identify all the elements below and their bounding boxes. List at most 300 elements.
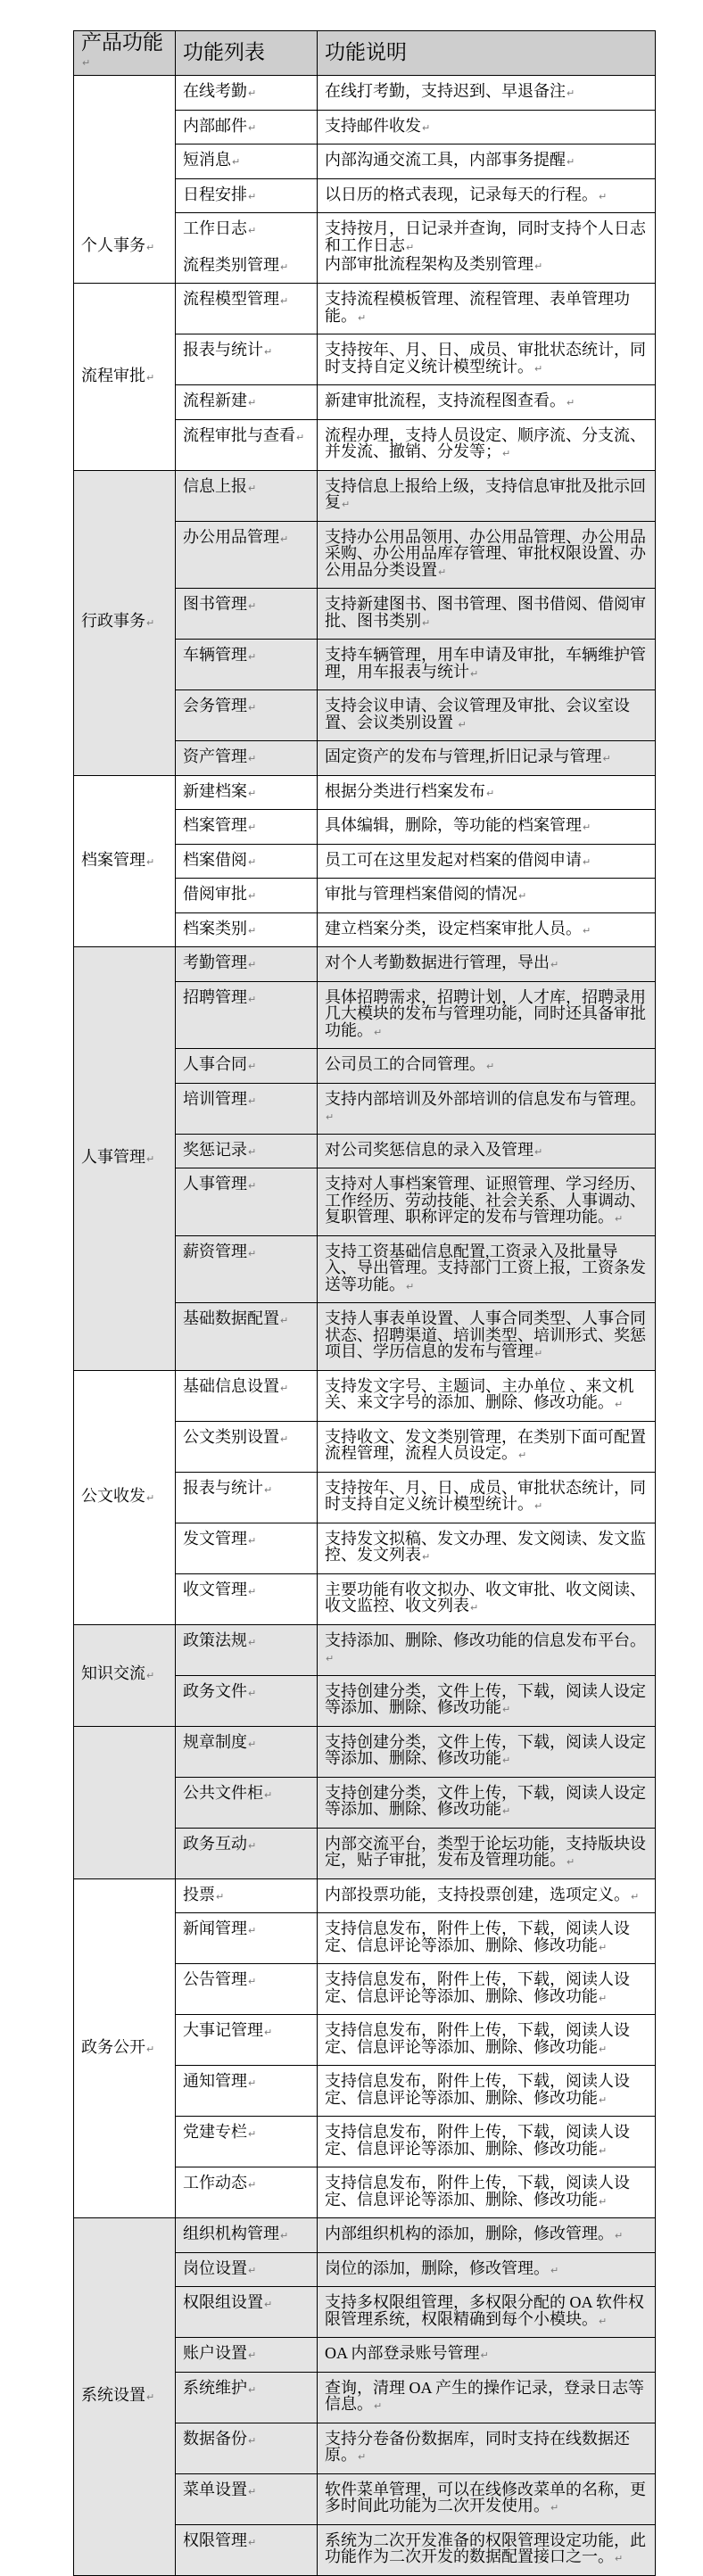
feature-description-cell xyxy=(318,144,656,179)
feature-description-paragraph xyxy=(325,1683,648,1719)
feature-name-paragraph xyxy=(183,2345,310,2365)
feature-description-cell xyxy=(318,1726,656,1777)
feature-description-paragraph xyxy=(325,647,648,682)
paragraph-mark: ↵ xyxy=(248,1839,257,1852)
feature-name-cell xyxy=(176,1523,318,1573)
feature-description-cell xyxy=(318,640,656,690)
feature-description-paragraph xyxy=(325,1310,648,1363)
feature-name-text: 人事合同 xyxy=(183,1055,247,1073)
paragraph-mark: ↵ xyxy=(326,1653,335,1664)
feature-name-text: 在线考勤 xyxy=(183,82,247,100)
feature-description-paragraph xyxy=(325,2431,648,2466)
feature-description-cell xyxy=(318,1964,656,2015)
feature-description-paragraph xyxy=(325,2345,648,2365)
feature-description-text: 员工可在这里发起对档案的借阅申请 xyxy=(325,850,582,869)
paragraph-mark: ↵ xyxy=(486,1061,495,1072)
feature-description-cell xyxy=(318,1777,656,1828)
feature-name-cell xyxy=(176,110,318,144)
header-function-description xyxy=(318,31,656,76)
feature-name-cell xyxy=(176,947,318,982)
paragraph-mark: ↵ xyxy=(248,1976,257,1987)
feature-description-paragraph xyxy=(325,1971,648,2007)
feature-name-cell xyxy=(176,2117,318,2167)
feature-description-text: 具体编辑，删除，等功能的档案管理 xyxy=(325,816,582,834)
feature-description-cell xyxy=(318,213,656,284)
paragraph-mark: ↵ xyxy=(264,346,273,358)
paragraph-mark: ↵ xyxy=(248,397,257,409)
feature-name-text: 基础数据配置 xyxy=(183,1309,279,1327)
feature-description-cell xyxy=(318,470,656,521)
feature-name-cell xyxy=(176,589,318,640)
feature-name-text: 信息上报 xyxy=(183,476,247,495)
feature-name-text: 收文管理 xyxy=(183,1580,247,1598)
feature-name-cell xyxy=(176,334,318,385)
feature-description-paragraph xyxy=(325,1920,648,1956)
paragraph-mark: ↵ xyxy=(248,190,257,202)
table-row xyxy=(74,470,656,521)
feature-name-cell xyxy=(176,2338,318,2373)
feature-name-text: 日程安排 xyxy=(183,185,247,203)
feature-name-cell xyxy=(176,690,318,741)
feature-name-paragraph xyxy=(183,2380,310,2399)
feature-name-text: 档案借阅 xyxy=(183,850,247,869)
feature-name-cell xyxy=(176,2252,318,2287)
paragraph-mark: ↵ xyxy=(534,1145,543,1158)
feature-name-cell xyxy=(176,2287,318,2338)
feature-description-text: 支持邮件收发 xyxy=(325,116,421,135)
paragraph-mark: ↵ xyxy=(248,87,257,99)
feature-description-paragraph xyxy=(325,2260,648,2280)
feature-description-text: 支持收文、发文类别管理，在类别下面可配置流程管理，流程人员设定。 xyxy=(325,1427,646,1462)
feature-description-text: 支持发文拟稿、发文办理、发文阅读、发文监控、发文列表 xyxy=(325,1529,646,1564)
feature-description-paragraph xyxy=(325,2073,648,2109)
feature-description-text: 审批与管理档案借阅的情况 xyxy=(325,885,517,903)
feature-name-cell xyxy=(176,1421,318,1472)
paragraph-mark: ↵ xyxy=(470,1602,479,1614)
feature-name-paragraph xyxy=(183,1836,310,1855)
feature-description-text: 内部沟通交流工具，内部事务提醒 xyxy=(325,151,566,169)
feature-description-text: 支持信息发布，附件上传，下载，阅读人设定、信息评论等添加、删除、修改功能 xyxy=(325,2123,630,2158)
paragraph-mark: ↵ xyxy=(248,1145,257,1158)
feature-name-text: 图书管理 xyxy=(183,595,247,613)
paragraph-mark: ↵ xyxy=(342,499,351,510)
category-cell xyxy=(74,1878,176,2218)
paragraph-mark: ↵ xyxy=(248,1925,257,1936)
feature-name-cell xyxy=(176,2066,318,2117)
feature-description-text: 新建审批流程，支持流程图查看。 xyxy=(325,392,566,409)
feature-name-cell xyxy=(176,640,318,690)
feature-name-paragraph xyxy=(183,1785,310,1804)
paragraph-mark: ↵ xyxy=(599,2093,608,2106)
feature-description-paragraph xyxy=(325,118,648,137)
feature-description-cell xyxy=(318,775,656,810)
feature-description-text: 系统为二次开发准备的权限管理设定功能，此功能作为二次开发的数据配置接口之一。 xyxy=(325,2531,646,2565)
feature-description-cell xyxy=(318,2117,656,2167)
paragraph-mark: ↵ xyxy=(502,448,511,459)
feature-description-paragraph xyxy=(325,1836,648,1871)
feature-name-text: 报表与统计 xyxy=(183,341,263,359)
feature-name-text: 基础信息设置 xyxy=(183,1376,279,1395)
feature-name-cell xyxy=(176,1828,318,1878)
paragraph-mark: ↵ xyxy=(406,1280,415,1292)
feature-name-paragraph xyxy=(183,427,310,447)
category-cell xyxy=(74,775,176,947)
feature-name-paragraph xyxy=(183,783,310,803)
feature-name-text: 发文管理 xyxy=(183,1529,247,1548)
category-label: 个人事务 xyxy=(81,235,145,254)
feature-name-text: 数据备份 xyxy=(183,2429,247,2448)
feature-description-cell xyxy=(318,1523,656,1573)
feature-description-cell xyxy=(318,947,656,982)
feature-description-text: 支持创建分类，文件上传，下载，阅读人设定等添加、删除、修改功能 xyxy=(325,1681,646,1716)
paragraph-mark: ↵ xyxy=(248,121,257,134)
paragraph-mark: ↵ xyxy=(248,993,257,1005)
feature-description-paragraph xyxy=(325,2532,648,2568)
category-label: 知识交流 xyxy=(81,1664,145,1683)
feature-name-text: 流程模型管理 xyxy=(183,290,279,308)
paragraph-mark: ↵ xyxy=(599,2043,608,2055)
feature-name-paragraph xyxy=(183,1243,310,1263)
header-function-list xyxy=(176,31,318,76)
feature-name-text: 权限管理 xyxy=(183,2531,247,2549)
feature-name-cell xyxy=(176,213,318,284)
paragraph-mark: ↵ xyxy=(264,1483,273,1496)
feature-name-text: 系统维护 xyxy=(183,2378,247,2397)
feature-name-text: 招聘管理 xyxy=(183,987,247,1006)
feature-name-paragraph xyxy=(183,1056,310,1076)
paragraph-mark: ↵ xyxy=(248,753,257,764)
feature-description-cell xyxy=(318,334,656,385)
feature-description-paragraph xyxy=(325,1887,648,1906)
feature-name-paragraph xyxy=(183,698,310,717)
paragraph-mark: ↵ xyxy=(422,616,431,629)
feature-name-paragraph xyxy=(183,291,310,310)
feature-description-paragraph xyxy=(325,1176,648,1228)
paragraph-mark: ↵ xyxy=(248,2264,257,2276)
feature-name-cell xyxy=(176,810,318,845)
paragraph-mark: ↵ xyxy=(248,1247,257,1259)
paragraph-mark: ↵ xyxy=(248,890,257,902)
feature-description-cell xyxy=(318,419,656,470)
feature-description-cell xyxy=(318,2524,656,2575)
feature-description-text: 对个人考勤数据进行管理，导出 xyxy=(325,954,550,971)
feature-description-cell xyxy=(318,284,656,334)
feature-description-cell xyxy=(318,1235,656,1303)
paragraph-mark: ↵ xyxy=(248,2383,257,2396)
table-row xyxy=(74,1624,656,1675)
feature-name-paragraph xyxy=(183,596,310,615)
feature-description-paragraph xyxy=(325,1632,648,1668)
feature-name-cell xyxy=(176,844,318,879)
feature-name-cell xyxy=(176,2423,318,2473)
feature-description-cell xyxy=(318,2015,656,2066)
paragraph-mark: ↵ xyxy=(518,1449,527,1461)
feature-name-text: 办公用品管理 xyxy=(183,527,279,546)
feature-name-paragraph xyxy=(183,257,310,277)
feature-name-paragraph xyxy=(183,478,310,498)
paragraph-mark: ↵ xyxy=(599,1941,608,1953)
feature-name-text: 车辆管理 xyxy=(183,646,247,664)
feature-description-paragraph xyxy=(325,2294,648,2330)
feature-name-text: 政务文件 xyxy=(183,1681,247,1700)
feature-name-paragraph xyxy=(183,921,310,940)
paragraph-mark: ↵ xyxy=(248,1585,257,1598)
feature-description-cell xyxy=(318,1168,656,1236)
feature-description-text: 公司员工的合同管理。 xyxy=(325,1055,485,1073)
feature-description-text: 支持分卷备份数据库，同时支持在线数据还原。 xyxy=(325,2429,630,2464)
table-row xyxy=(74,1726,656,1777)
feature-description-cell xyxy=(318,2218,656,2253)
paragraph-mark: ↵ xyxy=(296,431,305,443)
paragraph-mark: ↵ xyxy=(248,2077,257,2089)
feature-description-text: 具体招聘需求，招聘计划，人才库，招聘录用几大模块的发布与管理功能，同时还具备审批功能。 xyxy=(325,987,646,1039)
feature-description-text: 支持对人事档案管理、证照管理、学习经历、工作经历、劳动技能、社会关系、人事调动、复职管理、职称评定的发布与管理功能。 xyxy=(325,1175,646,1226)
feature-name-text: 内部邮件 xyxy=(183,116,247,135)
feature-description-cell xyxy=(318,2338,656,2373)
feature-description-cell xyxy=(318,2287,656,2338)
paragraph-mark: ↵ xyxy=(248,822,257,833)
feature-name-cell xyxy=(176,1624,318,1675)
feature-name-paragraph xyxy=(183,2532,310,2552)
paragraph-mark: ↵ xyxy=(248,959,257,970)
header-product-function xyxy=(74,31,176,76)
feature-name-cell xyxy=(176,419,318,470)
feature-description-text: 内部投票功能，支持投票创建，选项定义。 xyxy=(325,1885,630,1903)
feature-name-paragraph xyxy=(183,2481,310,2501)
feature-name-text: 考勤管理 xyxy=(183,954,247,971)
feature-description-text: 建立档案分类，设定档案审批人员。 xyxy=(325,919,582,937)
feature-description-paragraph xyxy=(325,1243,648,1296)
feature-description-cell xyxy=(318,2252,656,2287)
feature-description-text: 支持按月，日记录并查询，同时支持个人日志和工作日志 xyxy=(325,219,646,254)
feature-description-paragraph xyxy=(325,2022,648,2058)
feature-description-cell xyxy=(318,741,656,776)
feature-name-paragraph xyxy=(183,1142,310,1161)
paragraph-mark: ↵ xyxy=(438,566,447,578)
feature-name-text: 档案类别 xyxy=(183,919,247,937)
feature-description-paragraph xyxy=(325,596,648,632)
feature-description-cell xyxy=(318,690,656,741)
feature-description-cell xyxy=(318,1370,656,1421)
paragraph-mark: ↵ xyxy=(599,190,608,202)
paragraph-mark: ↵ xyxy=(248,1687,257,1699)
feature-description-cell xyxy=(318,110,656,144)
feature-description-paragraph xyxy=(325,698,648,733)
header-function-description-label: 功能说明 xyxy=(325,41,407,64)
feature-description-cell xyxy=(318,1049,656,1084)
feature-name-text: 组织机构管理 xyxy=(183,2225,279,2242)
feature-description-paragraph xyxy=(325,1734,648,1770)
feature-name-cell xyxy=(176,178,318,213)
category-cell xyxy=(74,947,176,1371)
feature-description-paragraph xyxy=(325,2481,648,2517)
feature-name-paragraph xyxy=(183,1176,310,1195)
paragraph-mark: ↵ xyxy=(583,822,591,833)
category-label: 公文收发 xyxy=(81,1486,145,1505)
feature-name-text: 公共文件柜 xyxy=(183,1783,263,1802)
paragraph-mark: ↵ xyxy=(567,87,575,99)
feature-description-paragraph xyxy=(325,1091,648,1127)
paragraph-mark: ↵ xyxy=(248,651,257,663)
feature-description-cell xyxy=(318,844,656,879)
paragraph-mark: ↵ xyxy=(216,1890,225,1903)
feature-name-paragraph xyxy=(183,220,310,240)
feature-name-text: 投票 xyxy=(183,1885,215,1903)
feature-description-text: 支持工资基础信息配置,工资录入及批量导入、导出管理。支持部门工资上报，工资条发送等功能。 xyxy=(325,1242,646,1293)
table-row xyxy=(74,947,656,982)
feature-description-text: 支持办公用品领用、办公用品管理、办公用品采购、办公用品库存管理、审批权限设置、办公用品分类设置 xyxy=(325,527,646,579)
feature-name-cell xyxy=(176,1235,318,1303)
feature-name-text: 会务管理 xyxy=(183,697,247,714)
feature-name-paragraph xyxy=(183,1429,310,1449)
feature-description-paragraph xyxy=(325,1785,648,1821)
feature-description-text: 内部审批流程架构及类别管理 xyxy=(325,255,533,273)
feature-name-paragraph xyxy=(183,2022,310,2042)
paragraph-mark: ↵ xyxy=(406,241,415,253)
feature-description-text: 支持车辆管理，用车申请及审批，车辆维护管理，用车报表与统计 xyxy=(325,646,646,681)
feature-name-paragraph xyxy=(183,817,310,837)
feature-name-cell xyxy=(176,76,318,111)
paragraph-mark: ↵ xyxy=(232,156,241,168)
feature-description-paragraph xyxy=(325,748,648,768)
paragraph-mark: ↵ xyxy=(146,617,155,630)
feature-name-paragraph xyxy=(183,186,310,206)
feature-description-text: 流程办理，支持人员设定、顺序流、分支流、并发流、撤销、分发等； xyxy=(325,425,646,460)
feature-name-cell xyxy=(176,284,318,334)
feature-name-text: 岗位设置 xyxy=(183,2258,247,2277)
feature-description-cell xyxy=(318,2167,656,2218)
feature-name-cell xyxy=(176,2015,318,2066)
feature-description-text: 在线打考勤，支持迟到、早退备注 xyxy=(325,82,566,100)
feature-name-text: 菜单设置 xyxy=(183,2480,247,2498)
paragraph-mark: ↵ xyxy=(502,1754,511,1766)
paragraph-mark: ↵ xyxy=(550,2264,559,2276)
feature-description-text: 内部组织机构的添加，删除，修改管理。 xyxy=(325,2225,614,2242)
feature-name-cell xyxy=(176,1777,318,1828)
feature-name-text: 奖惩记录 xyxy=(183,1140,247,1159)
feature-description-cell xyxy=(318,912,656,947)
feature-name-text: 账户设置 xyxy=(183,2344,247,2362)
feature-description-text: 支持信息上报给上级，支持信息审批及批示回复 xyxy=(325,476,646,511)
feature-description-cell xyxy=(318,76,656,111)
paragraph-mark: ↵ xyxy=(534,1500,543,1512)
paragraph-mark: ↵ xyxy=(599,1992,608,2004)
feature-description-text: 以日历的格式表现，记录每天的行程。 xyxy=(325,185,598,203)
table-header xyxy=(74,31,656,76)
paragraph-mark: ↵ xyxy=(567,156,575,168)
paragraph-mark: ↵ xyxy=(518,890,527,902)
feature-description-text: 支持信息发布，附件上传，下载，阅读人设定、信息评论等添加、删除、修改功能 xyxy=(325,2072,630,2107)
feature-description-text: 支持信息发布，附件上传，下载，阅读人设定、信息评论等添加、删除、修改功能 xyxy=(325,2021,630,2056)
feature-description-cell xyxy=(318,1878,656,1913)
paragraph-mark: ↵ xyxy=(502,1805,511,1817)
feature-name-cell xyxy=(176,2473,318,2524)
feature-name-cell xyxy=(176,2167,318,2218)
feature-description-text: 固定资产的发布与管理,折旧记录与管理 xyxy=(325,747,602,765)
paragraph-mark: ↵ xyxy=(358,311,367,324)
feature-description-cell xyxy=(318,2423,656,2473)
feature-name-cell xyxy=(176,1370,318,1421)
feature-name-paragraph xyxy=(183,392,310,412)
paragraph-mark: ↵ xyxy=(248,2485,257,2498)
paragraph-mark: ↵ xyxy=(146,1153,155,1165)
paragraph-mark: ↵ xyxy=(534,362,543,375)
feature-name-paragraph xyxy=(183,1887,310,1906)
paragraph-mark: ↵ xyxy=(280,295,289,307)
paragraph-mark: ↵ xyxy=(615,1399,624,1410)
feature-name-cell xyxy=(176,775,318,810)
feature-name-paragraph xyxy=(183,1480,310,1499)
category-cell xyxy=(74,470,176,775)
feature-name-paragraph xyxy=(183,2124,310,2143)
feature-name-paragraph xyxy=(183,1734,310,1754)
feature-description-paragraph xyxy=(325,989,648,1042)
feature-name-cell xyxy=(176,1913,318,1964)
category-cell xyxy=(74,2218,176,2576)
feature-name-cell xyxy=(176,1134,318,1168)
paragraph-mark: ↵ xyxy=(264,1788,273,1801)
feature-name-paragraph xyxy=(183,1632,310,1652)
feature-name-paragraph xyxy=(183,2225,310,2245)
feature-name-cell xyxy=(176,1168,318,1236)
feature-description-cell xyxy=(318,178,656,213)
header-function-list-label: 功能列表 xyxy=(183,41,265,64)
paragraph-mark: ↵ xyxy=(248,2349,257,2361)
paragraph-mark: ↵ xyxy=(248,787,257,799)
paragraph-mark: ↵ xyxy=(615,2230,624,2242)
feature-description-paragraph xyxy=(325,1056,648,1076)
paragraph-mark: ↵ xyxy=(248,924,257,937)
category-label: 流程审批 xyxy=(81,366,145,384)
paragraph-mark: ↵ xyxy=(599,2195,608,2208)
paragraph-mark: ↵ xyxy=(374,2400,383,2412)
paragraph-mark: ↵ xyxy=(248,1061,257,1072)
feature-name-cell xyxy=(176,741,318,776)
feature-name-paragraph xyxy=(183,83,310,103)
feature-description-text: 查询，清理 OA 产生的操作记录，登录日志等信息。 xyxy=(325,2378,645,2413)
feature-name-paragraph xyxy=(183,342,310,361)
paragraph-mark: ↵ xyxy=(82,56,91,69)
feature-name-text: 公文类别设置 xyxy=(183,1427,279,1446)
paragraph-mark: ↵ xyxy=(486,787,495,799)
feature-description-paragraph xyxy=(325,886,648,905)
feature-description-text: 对公司奖惩信息的录入及管理 xyxy=(325,1140,533,1159)
feature-description-cell xyxy=(318,1913,656,1964)
feature-name-paragraph xyxy=(183,152,310,171)
paragraph-mark: ↵ xyxy=(248,1738,257,1750)
feature-name-text: 流程新建 xyxy=(183,392,247,409)
feature-description-cell xyxy=(318,879,656,913)
feature-description-text: 支持会议申请、会议管理及审批、会议室设置、会议类别设置 xyxy=(325,697,630,731)
paragraph-mark: ↵ xyxy=(615,2553,624,2564)
feature-name-paragraph xyxy=(183,2431,310,2450)
feature-description-cell xyxy=(318,521,656,589)
feature-name-cell xyxy=(176,879,318,913)
paragraph-mark: ↵ xyxy=(248,2434,257,2447)
feature-name-text: 流程审批与查看 xyxy=(183,425,295,444)
category-cell xyxy=(74,1370,176,1624)
feature-name-cell xyxy=(176,1726,318,1777)
paragraph-mark: ↵ xyxy=(358,2451,367,2463)
feature-name-text: 人事管理 xyxy=(183,1175,247,1193)
feature-name-text: 报表与统计 xyxy=(183,1478,263,1497)
table-row xyxy=(74,76,656,111)
paragraph-mark: ↵ xyxy=(502,1704,511,1715)
paragraph-mark: ↵ xyxy=(280,533,289,545)
feature-name-paragraph xyxy=(183,1971,310,1991)
feature-description-text: 支持流程模板管理、流程管理、表单管理功能。 xyxy=(325,290,630,325)
paragraph-mark: ↵ xyxy=(248,1094,257,1107)
